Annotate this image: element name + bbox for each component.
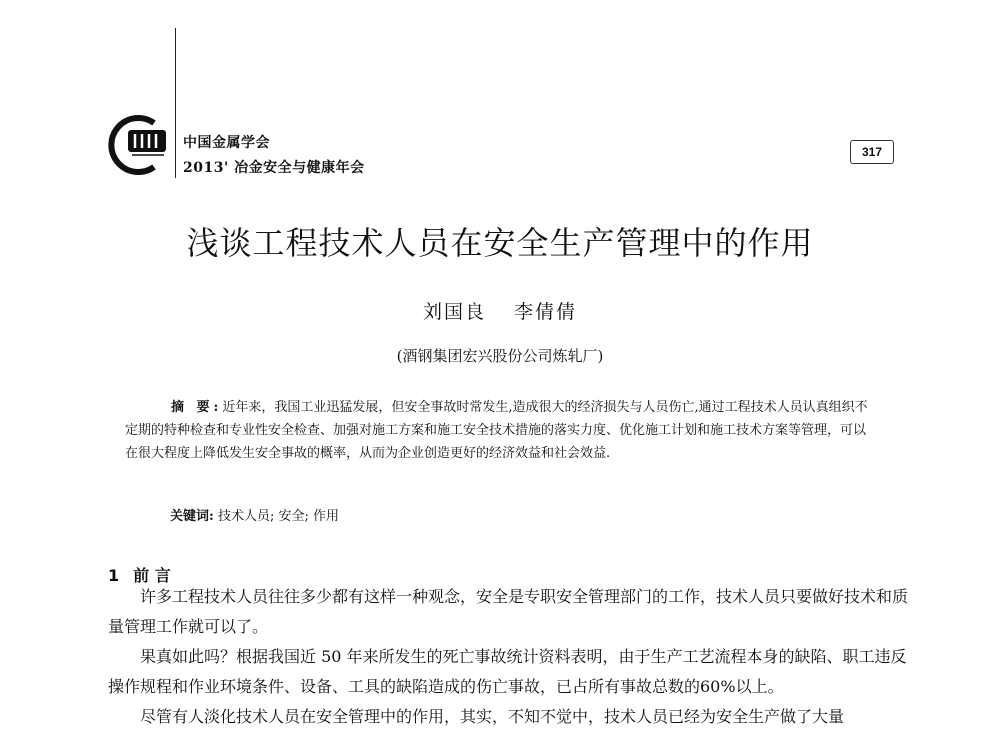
society-logo <box>102 115 172 175</box>
section-title: 前 言 <box>133 566 171 585</box>
header-divider <box>175 28 176 178</box>
header-organization: 中国金属学会 <box>183 135 270 151</box>
paragraph: 许多工程技术人员往往多少都有这样一种观念，安全是专职安全管理部门的工作，技术人员只要做好技术和质量管理工作就可以了。 <box>108 587 909 636</box>
affiliation: (酒钢集团宏兴股份公司炼轧厂) <box>396 347 604 365</box>
abstract <box>125 396 873 465</box>
keywords-label: 关键词: <box>170 509 214 524</box>
paragraph: 果真如此吗？根据我国近 50 年来所发生的死亡事故统计资料表明，由于生产工艺流程本身的缺陷、职工违反操作规程和作业环境条件、设备、工具的缺陷造成的伤亡事故，已占所有事故总数的60%以上。 <box>108 647 907 696</box>
keywords <box>170 505 339 524</box>
section-number: 1 <box>108 566 120 585</box>
body-text <box>108 582 908 732</box>
abstract-text: 近年来，我国工业迅猛发展，但安全事故时常发生,造成很大的经济损失与人员伤亡,通过工程技术人员认真组织不定期的特种检查和专业性安全检查、加强对施工方案和施工安全技术措施的落实力度、优化施工计划和施工技术方案等管理，可以在很大程度上降低发生安全事故的概率，从而为企业创造更好的经济效益和社会效益. <box>125 400 868 461</box>
authors: 刘国良 李倩倩 <box>422 301 578 323</box>
abstract-label: 摘 要: <box>171 400 223 415</box>
page-number: 317 <box>850 140 894 164</box>
keywords-text: 技术人员; 安全; 作用 <box>217 509 339 524</box>
paragraph: 尽管有人淡化技术人员在安全管理中的作用，其实，不知不觉中，技术人员已经为安全生产做了大量 <box>140 707 845 726</box>
paper-title: 浅谈工程技术人员在安全生产管理中的作用 <box>186 224 814 262</box>
header-conference: 2013' 冶金安全与健康年会 <box>183 160 365 176</box>
